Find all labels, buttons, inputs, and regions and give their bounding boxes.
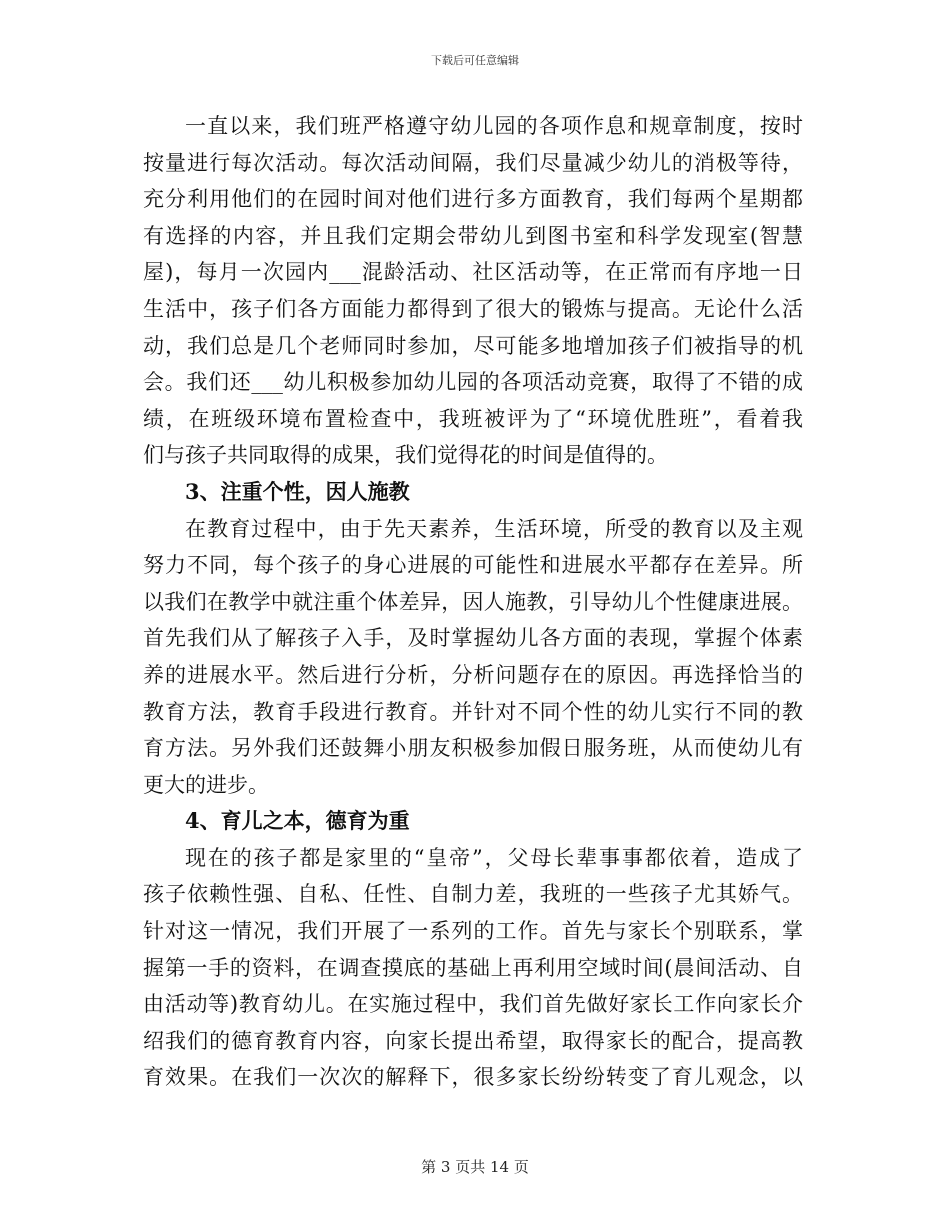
- text-line: 动，我们总是几个老师同时参加，尽可能多地增加孩子们被指导的机: [143, 333, 803, 358]
- text-line: 教育方法，教育手段进行教育。并针对不同个性的幼儿实行不同的教: [143, 699, 803, 724]
- page-number: 第 3 页共 14 页: [421, 1158, 529, 1176]
- text-line: 现在的孩子都是家里的“皇帝”，父母长辈事事都依着，造成了: [185, 845, 803, 870]
- text-line: 绍我们的德育教育内容，向家长提出希望，取得家长的配合，提高教: [143, 1028, 803, 1053]
- text-line: 育方法。另外我们还鼓舞小朋友积极参加假日服务班，从而使幼儿有: [143, 736, 803, 761]
- text-line: 充分利用他们的在园时间对他们进行多方面教育，我们每两个星期都: [143, 187, 803, 212]
- text-line: 由活动等)教育幼儿。在实施过程中，我们首先做好家长工作向家长介: [143, 992, 803, 1017]
- text-line: 握第一手的资料，在调查摸底的基础上再利用空域时间(晨间活动、自: [143, 955, 803, 980]
- text-line: 一直以来，我们班严格遵守幼儿园的各项作息和规章制度，按时: [185, 114, 803, 138]
- text-line: 孩子依赖性强、自私、任性、自制力差，我班的一些孩子尤其娇气。: [143, 882, 803, 907]
- text-line: 养的进展水平。然后进行分析，分析问题存在的原因。再选择恰当的: [143, 662, 803, 687]
- text-line: 以我们在教学中就注重个体差异，因人施教，引导幼儿个性健康进展。: [143, 589, 803, 614]
- text-line: 首先我们从了解孩子入手，及时掌握幼儿各方面的表现，掌握个体素: [143, 626, 803, 651]
- paragraph-routine: [143, 108, 803, 474]
- text-line: 们与孩子共同取得的成果，我们觉得花的时间是值得的。: [143, 443, 668, 468]
- text-line: 绩，在班级环境布置检查中，我班被评为了“环境优胜班”，看着我: [143, 406, 803, 431]
- text-line: 有选择的内容，并且我们定期会带幼儿到图书室和科学发现室(智慧: [143, 223, 803, 248]
- page-header: 下载后可任意编辑: [431, 54, 519, 67]
- document-body: [143, 108, 803, 1096]
- text-line: 努力不同，每个孩子的身心进展的可能性和进展水平都存在差异。所: [143, 553, 803, 578]
- text-line: 会。我们还___幼儿积极参加幼儿园的各项活动竞赛，取得了不错的成: [143, 370, 803, 395]
- text-line: 在教育过程中，由于先天素养，生活环境，所受的教育以及主观: [185, 516, 803, 541]
- text-line: 生活中，孩子们各方面能力都得到了很大的锻炼与提高。无论什么活: [143, 296, 803, 321]
- text-line: 按量进行每次活动。每次活动间隔，我们尽量减少幼儿的消极等待，: [143, 150, 803, 175]
- text-line: 针对这一情况，我们开展了一系列的工作。首先与家长个别联系，掌: [143, 919, 803, 944]
- section-heading-4: 4、育儿之本，德育为重: [185, 808, 410, 834]
- text-line: 育效果。在我们一次次的解释下，很多家长纷纷转变了育儿观念，以: [143, 1065, 803, 1090]
- text-line: 更大的进步。: [143, 772, 269, 797]
- text-line: 屋)，每月一次园内___混龄活动、社区活动等，在正常而有序地一日: [143, 260, 803, 285]
- section-heading-3: 3、注重个性，因人施教: [185, 478, 410, 504]
- paragraph-moral-education: [143, 840, 803, 1096]
- paragraph-individuality: [143, 511, 803, 804]
